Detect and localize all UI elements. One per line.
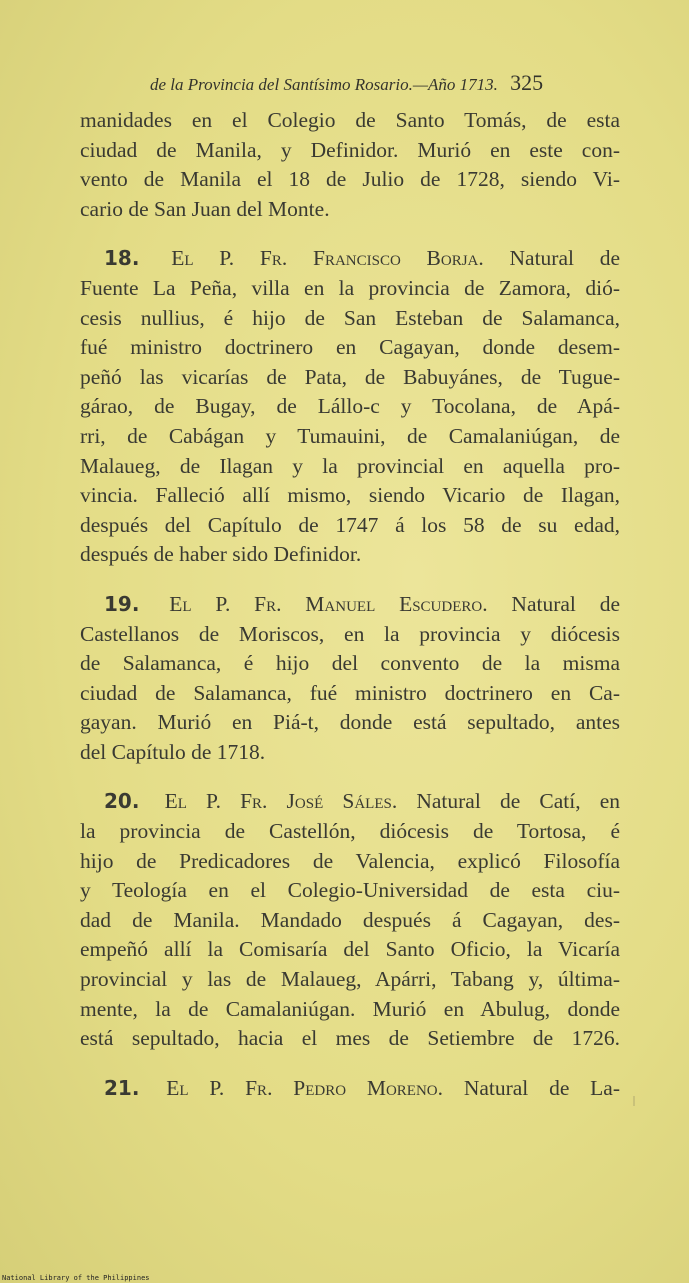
text-line: del Capítulo de 1718.	[80, 739, 266, 764]
entry-title: El P. Fr. José Sáles.	[164, 789, 398, 814]
text-line: Castellanos de Moriscos, en la provincia y diócesis	[80, 621, 620, 646]
entry-first-line-rest: Natural de	[509, 246, 621, 271]
running-title: de la Provincia del Santísimo Rosario.—Año 1713.	[150, 75, 498, 94]
text-line: peñó las vicarías de Pata, de Babuyánes, de Tugue-	[80, 364, 620, 389]
page-number: 325	[510, 70, 544, 95]
text-line: gayan. Murió en Piá-t, donde está sepultado, antes	[80, 710, 620, 735]
library-credit: National Library of the Philippines	[2, 1274, 150, 1282]
text-line: dad de Manila. Mandado después á Cagayan, des-	[80, 907, 620, 932]
entry-first-line-rest: Natural de Catí, en	[416, 789, 621, 814]
body-text	[80, 106, 620, 1103]
text-line: mente, la de Camalaniúgan. Murió en Abulug, donde	[80, 996, 620, 1021]
entry-heading-20	[80, 787, 620, 817]
entry-title: El P. Fr. Manuel Escudero.	[169, 591, 488, 616]
text-line: provincial y las de Malaueg, Apárri, Tabang y, última-	[80, 967, 620, 992]
running-header	[150, 70, 620, 96]
entry-number: 18.	[104, 246, 140, 271]
text-line: cario de San Juan del Monte.	[80, 196, 330, 221]
entry-heading-18	[80, 244, 620, 274]
entry-first-line-rest: Natural de	[511, 591, 621, 616]
entry-title: El P. Fr. Pedro Moreno.	[166, 1075, 443, 1100]
entry-title: El P. Fr. Francisco Borja.	[171, 246, 484, 271]
text-line: la provincia de Castellón, diócesis de Tortosa, é	[80, 819, 620, 844]
entry-heading-19	[80, 590, 620, 620]
text-line: vento de Manila el 18 de Julio de 1728, siendo Vi-	[80, 167, 620, 192]
text-line: empeñó allí la Comisaría del Santo Oficio, la Vicaría	[80, 937, 620, 962]
entry-number: 21.	[104, 1075, 140, 1100]
text-line: cesis nullius, é hijo de San Esteban de Salamanca,	[80, 305, 620, 330]
text-line: fué ministro doctrinero en Cagayan, donde desem-	[80, 335, 620, 360]
text-line: hijo de Predicadores de Valencia, explicó Filosofía	[80, 848, 620, 873]
entry-first-line-rest: Natural de La-	[463, 1075, 621, 1100]
entry-heading-21	[80, 1074, 620, 1104]
text-line: Malaueg, de Ilagan y la provincial en aquella pro-	[80, 453, 620, 478]
text-line: gárao, de Bugay, de Lállo-c y Tocolana, de Apá-	[80, 394, 620, 419]
text-line: rri, de Cabágan y Tumauini, de Camalaniúgan, de	[80, 423, 620, 448]
entry-number: 19.	[104, 591, 140, 616]
text-line: está sepultado, hacia el mes de Setiembre de 1726.	[80, 1026, 620, 1051]
paper-blemish	[633, 1096, 635, 1106]
text-line: ciudad de Manila, y Definidor. Murió en este con-	[80, 137, 620, 162]
text-line: después del Capítulo de 1747 á los 58 de su edad,	[80, 512, 620, 537]
text-line: ciudad de Salamanca, fué ministro doctrinero en Ca-	[80, 680, 620, 705]
text-line: después de haber sido Definidor.	[80, 542, 362, 567]
text-line: y Teología en el Colegio-Universidad de esta ciu-	[80, 878, 620, 903]
text-line: Fuente La Peña, villa en la provincia de Zamora, dió-	[80, 275, 620, 300]
entry-number: 20.	[104, 789, 140, 814]
text-line: manidades en el Colegio de Santo Tomás, de esta	[80, 108, 620, 132]
text-line: de Salamanca, é hijo del convento de la misma	[80, 651, 620, 676]
text-line: vincia. Falleció allí mismo, siendo Vicario de Ilagan,	[80, 483, 620, 508]
